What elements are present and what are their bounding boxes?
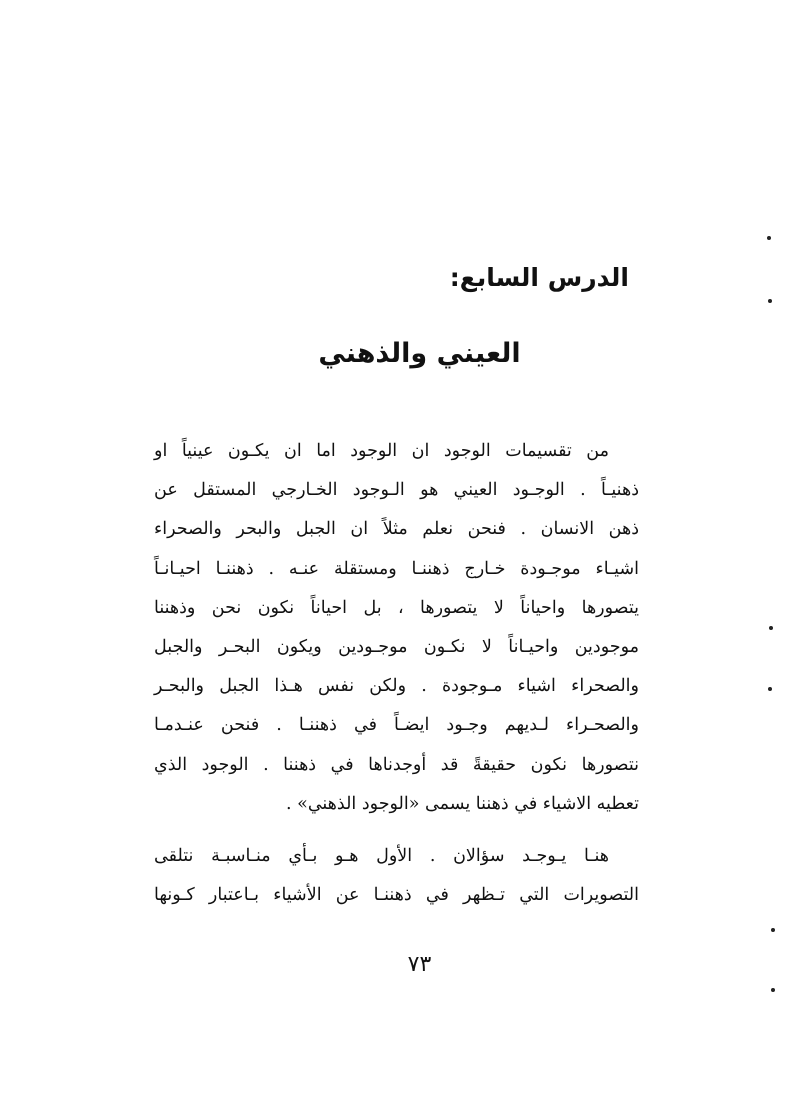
text-line: ذهن الانسان . فنحن نعلم مثلاً ان الجبل والبحر والصحراء [154, 519, 639, 540]
scan-speck [767, 236, 771, 240]
text-line: تعطيه الاشياء في ذهننا يسمى «الوجود الذهني» . [285, 793, 639, 814]
paragraph-1 [154, 432, 639, 824]
scan-speck [771, 928, 775, 932]
text-line: هنـا يـوجـد سؤالان . الأول هـو بـأي منـاسبـة نتلقى [154, 846, 609, 866]
scan-speck [768, 299, 772, 303]
text-line: من تقسيمات الوجود ان الوجود اما ان يكـون عينياً او [154, 441, 609, 461]
scan-speck [769, 626, 773, 630]
lesson-title: العيني والذهني [318, 338, 521, 369]
text-line: موجودين واحيـاناً لا نكـون موجـودين ويكون البحـر والجبل [154, 636, 639, 657]
text-line: اشيـاء موجـودة خـارج ذهننـا ومستقلة عنـه . ذهننـا احيـانـاً [154, 558, 639, 579]
text-line: والصحراء اشياء مـوجودة . ولكن نفس هـذا الجبل والبحـر [154, 676, 639, 697]
text-line: ذهنيـاً . الوجـود العيني هو الـوجود الخـارجي المستقل عن [154, 480, 639, 501]
scan-speck [768, 687, 772, 691]
text-line: والصحـراء لـديهم وجـود ايضـاً في ذهننـا . فنحن عنـدمـا [154, 715, 639, 736]
text-line: يتصورها واحياناً لا يتصورها ، بل احياناً نكون نحن وذهننا [154, 597, 639, 618]
text-line: نتصورها نكون حقيقةً قد أوجدناها في ذهننا . الوجود الذي [154, 754, 639, 775]
page-number: ٧٣ [407, 952, 432, 977]
paragraph-2 [154, 837, 639, 915]
lesson-label: الدرس السابع: [449, 263, 629, 292]
text-line: التصويرات التي تـظهر في ذهننـا عن الأشياء بـاعتبار كـونها [154, 885, 639, 906]
scan-speck [771, 988, 775, 992]
